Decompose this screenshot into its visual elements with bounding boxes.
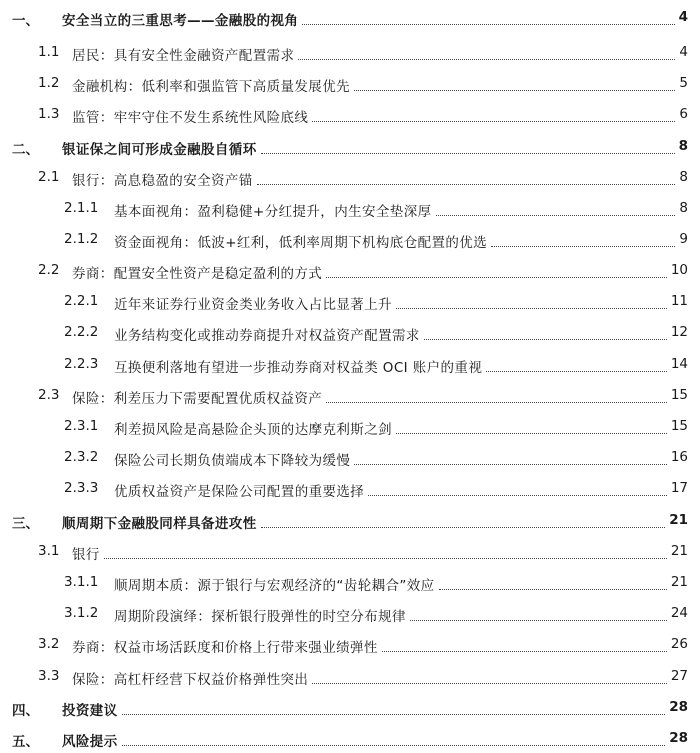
toc-page-number: 28 bbox=[669, 699, 688, 715]
toc-page-number: 8 bbox=[679, 200, 688, 216]
toc-page-number: 5 bbox=[679, 75, 688, 91]
toc-entry-number: 2.2.3 bbox=[64, 356, 99, 372]
toc-leader-dots bbox=[302, 24, 675, 25]
toc-entry-title: 投资建议 bbox=[62, 703, 118, 719]
toc-leader-dots bbox=[439, 589, 667, 590]
toc-entry[interactable] bbox=[0, 385, 700, 407]
toc-entry-number: 3.1.2 bbox=[64, 605, 99, 621]
toc-leader-dots bbox=[261, 527, 665, 528]
toc-entry[interactable] bbox=[0, 73, 700, 95]
toc-entry[interactable] bbox=[0, 354, 700, 376]
toc-entry-title: 利差损风险是高悬险企头顶的达摩克利斯之剑 bbox=[114, 422, 392, 438]
toc-page-number: 15 bbox=[670, 418, 688, 434]
toc-page-number: 6 bbox=[679, 106, 688, 122]
toc-entry[interactable] bbox=[0, 260, 700, 282]
toc-page-number: 28 bbox=[669, 730, 688, 746]
toc-entry-title: 银行 bbox=[72, 547, 100, 563]
toc-entry-number: 2.3.1 bbox=[64, 418, 99, 434]
toc-page-number: 4 bbox=[679, 44, 688, 60]
toc-entry[interactable] bbox=[0, 447, 700, 469]
toc-entry-title: 券商：权益市场活跃度和价格上行带来强业绩弹性 bbox=[72, 640, 378, 656]
toc-entry-number: 3.1 bbox=[38, 543, 60, 559]
toc-page-number: 17 bbox=[670, 480, 688, 496]
toc-leader-dots bbox=[486, 371, 667, 372]
toc-page-number: 26 bbox=[670, 636, 688, 652]
toc-entry-title: 银证保之间可形成金融股自循环 bbox=[62, 142, 257, 158]
toc-page-number: 12 bbox=[670, 324, 688, 340]
toc-leader-dots bbox=[312, 121, 675, 122]
toc-entry-number: 2.2 bbox=[38, 262, 60, 278]
toc-entry-title: 业务结构变化或推动券商提升对权益资产配置需求 bbox=[114, 328, 420, 344]
toc-leader-dots bbox=[122, 745, 665, 746]
toc-entry-title: 近年来证券行业资金类业务收入占比显著上升 bbox=[114, 297, 392, 313]
toc-leader-dots bbox=[410, 620, 667, 621]
toc-entry-title: 基本面视角：盈利稳健+分红提升，内生安全垫深厚 bbox=[114, 204, 432, 220]
toc-page-number: 16 bbox=[670, 449, 688, 465]
toc-entry-title: 保险：高杠杆经营下权益价格弹性突出 bbox=[72, 672, 309, 688]
toc-page-number: 21 bbox=[669, 512, 688, 528]
toc-entry-title: 银行：高息稳盈的安全资产锚 bbox=[72, 173, 253, 189]
toc-entry-title: 保险：利差压力下需要配置优质权益资产 bbox=[72, 391, 323, 407]
toc-entry[interactable] bbox=[0, 104, 700, 126]
toc-leader-dots bbox=[424, 339, 667, 340]
toc-entry-number: 2.2.1 bbox=[64, 293, 99, 309]
toc-entry[interactable] bbox=[0, 603, 700, 625]
toc-page-number: 11 bbox=[670, 293, 688, 309]
toc-entry[interactable] bbox=[0, 167, 700, 189]
toc-entry-number: 2.3.2 bbox=[64, 449, 99, 465]
toc-leader-dots bbox=[122, 714, 665, 715]
toc-entry[interactable] bbox=[0, 510, 700, 532]
toc-entry-number: 3.1.1 bbox=[64, 574, 99, 590]
toc-entry-number: 1.2 bbox=[38, 75, 60, 91]
toc-entry-title: 金融机构：低利率和强监管下高质量发展优先 bbox=[72, 79, 350, 95]
toc-leader-dots bbox=[396, 308, 667, 309]
toc-leader-dots bbox=[326, 277, 667, 278]
toc-leader-dots bbox=[436, 215, 675, 216]
toc-entry[interactable] bbox=[0, 42, 700, 64]
toc-entry-title: 资金面视角：低波+红利，低利率周期下机构底仓配置的优选 bbox=[114, 235, 488, 251]
toc-page-number: 10 bbox=[670, 262, 688, 278]
toc-entry[interactable] bbox=[0, 229, 700, 251]
toc-entry-number: 三、 bbox=[12, 516, 39, 532]
toc-entry-title: 互换便利落地有望进一步推动券商对权益类 OCI 账户的重视 bbox=[114, 360, 483, 376]
toc-entry-title: 周期阶段演绎：探析银行股弹性的时空分布规律 bbox=[114, 609, 406, 625]
toc-leader-dots bbox=[312, 683, 667, 684]
toc-page-number: 21 bbox=[670, 574, 688, 590]
toc-entry-title: 安全当立的三重思考——金融股的视角 bbox=[62, 13, 299, 29]
toc-entry[interactable] bbox=[0, 7, 700, 29]
toc-entry-number: 一、 bbox=[12, 13, 39, 29]
toc-entry-title: 监管：牢牢守住不发生系统性风险底线 bbox=[72, 110, 309, 126]
toc-entry-title: 顺周期下金融股同样具备进攻性 bbox=[62, 516, 257, 532]
toc-entry-title: 顺周期本质：源于银行与宏观经济的“齿轮耦合”效应 bbox=[114, 578, 435, 594]
toc-page-number: 14 bbox=[670, 356, 688, 372]
toc-leader-dots bbox=[368, 495, 667, 496]
toc-page-number: 9 bbox=[679, 231, 688, 247]
toc-entry-number: 1.3 bbox=[38, 106, 60, 122]
toc-leader-dots bbox=[104, 558, 667, 559]
toc-leader-dots bbox=[354, 90, 675, 91]
toc-entry-number: 二、 bbox=[12, 142, 39, 158]
toc-leader-dots bbox=[354, 464, 667, 465]
toc-entry-number: 五、 bbox=[12, 734, 39, 750]
toc-page-number: 15 bbox=[670, 387, 688, 403]
toc-entry[interactable] bbox=[0, 697, 700, 719]
toc-entry[interactable] bbox=[0, 478, 700, 500]
toc-leader-dots bbox=[326, 402, 667, 403]
toc-entry[interactable] bbox=[0, 416, 700, 438]
toc-entry[interactable] bbox=[0, 291, 700, 313]
toc-page-number: 21 bbox=[670, 543, 688, 559]
toc-entry[interactable] bbox=[0, 541, 700, 563]
toc-leader-dots bbox=[396, 433, 667, 434]
toc-entry-title: 风险提示 bbox=[62, 734, 118, 750]
toc-entry[interactable] bbox=[0, 666, 700, 688]
toc-entry-title: 优质权益资产是保险公司配置的重要选择 bbox=[114, 484, 365, 500]
toc-leader-dots bbox=[261, 153, 675, 154]
toc-leader-dots bbox=[257, 184, 675, 185]
toc-entry-number: 2.1 bbox=[38, 169, 60, 185]
toc-entry-title: 保险公司长期负债端成本下降较为缓慢 bbox=[114, 453, 351, 469]
toc-entry-number: 2.1.2 bbox=[64, 231, 99, 247]
toc-entry[interactable] bbox=[0, 322, 700, 344]
toc-entry-number: 2.3 bbox=[38, 387, 60, 403]
toc-entry-number: 1.1 bbox=[38, 44, 60, 60]
toc-page-number: 8 bbox=[679, 169, 688, 185]
toc-entry-number: 2.1.1 bbox=[64, 200, 99, 216]
toc-entry-number: 2.3.3 bbox=[64, 480, 99, 496]
toc-page-number: 24 bbox=[670, 605, 688, 621]
toc-entry-title: 居民：具有安全性金融资产配置需求 bbox=[72, 48, 295, 64]
toc-entry-number: 2.2.2 bbox=[64, 324, 99, 340]
toc-entry-number: 3.3 bbox=[38, 668, 60, 684]
toc-entry[interactable] bbox=[0, 198, 700, 220]
toc-page-number: 27 bbox=[670, 668, 688, 684]
toc-entry-title: 券商：配置安全性资产是稳定盈利的方式 bbox=[72, 266, 323, 282]
toc-entry[interactable] bbox=[0, 136, 700, 158]
toc-page-number: 4 bbox=[678, 9, 688, 25]
toc-entry-number: 四、 bbox=[12, 703, 39, 719]
toc-entry[interactable] bbox=[0, 572, 700, 594]
toc-leader-dots bbox=[382, 651, 667, 652]
toc-entry[interactable] bbox=[0, 634, 700, 656]
toc-page-number: 8 bbox=[678, 138, 688, 154]
toc-entry-number: 3.2 bbox=[38, 636, 60, 652]
toc-entry[interactable] bbox=[0, 728, 700, 750]
toc-leader-dots bbox=[298, 59, 675, 60]
toc-leader-dots bbox=[491, 246, 675, 247]
